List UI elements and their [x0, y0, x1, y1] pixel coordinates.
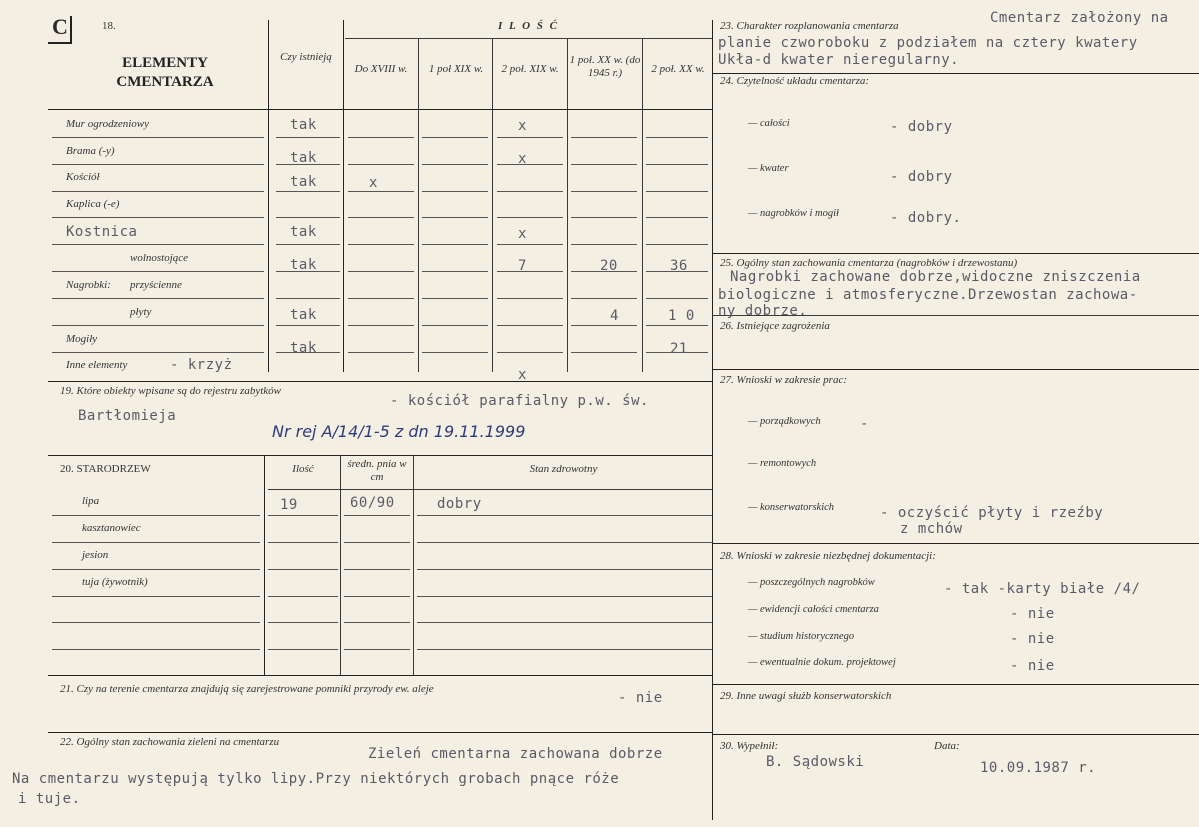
section-26-label: 26. Istniejące zagrożenia [720, 320, 830, 332]
row-divider [422, 244, 488, 245]
tree-row-divider [268, 622, 338, 623]
row-divider [348, 271, 414, 272]
wolnostojace-czy: tak [290, 257, 317, 273]
row-divider [422, 298, 488, 299]
col-header-2: 1 poł XIX w. [428, 63, 484, 75]
s28-label-projektowej: — ewentualnie dokum. projektowej [748, 657, 896, 668]
tree-row-divider [417, 542, 712, 543]
section-25-line-2: biologiczne i atmosferyczne.Drzewostan zachowa- [718, 287, 1138, 303]
tree-row-divider [417, 515, 712, 516]
s27-label-konserwatorskich: — konserwatorskich [748, 502, 835, 513]
section-29-label: 29. Inne uwagi służb konserwatorskich [720, 690, 892, 702]
row-divider [422, 352, 488, 353]
s24-label-nagrobkow: — nagrobków i mogił [748, 208, 839, 219]
section-23-line-1: Cmentarz założony na [990, 10, 1169, 26]
row-divider [571, 164, 637, 165]
row-divider [571, 352, 637, 353]
row-divider [52, 352, 264, 353]
mogily-2pol20: 21 [670, 341, 688, 357]
inne-2pol19: x [518, 367, 527, 383]
row-label-wolnostojace: wolnostojące [130, 252, 189, 264]
section-20-ilosc: Ilość [292, 463, 314, 475]
row-divider [497, 271, 563, 272]
row-divider [52, 325, 264, 326]
section-30-name: B. Sądowski [766, 754, 865, 770]
row-divider [646, 325, 708, 326]
col-header-3: 2 poł. XIX w. [501, 63, 559, 75]
row-label-plyty: płyty [130, 306, 152, 318]
row-divider [497, 352, 563, 353]
tree-row-divider [52, 542, 260, 543]
title-line-1: ELEMENTY [122, 55, 208, 71]
row-divider [497, 164, 563, 165]
section-20-label: 20. STARODRZEW [60, 463, 151, 475]
s28-label-studium: — studium historycznego [748, 631, 855, 642]
section-25-line-1: Nagrobki zachowane dobrze,widoczne zniszczenia [730, 269, 1141, 285]
row-divider [348, 325, 414, 326]
tree-kasztanowiec: kasztanowiec [82, 522, 141, 534]
tree-row-divider [344, 515, 410, 516]
kosciol-czy: tak [290, 174, 317, 190]
row-divider [571, 137, 637, 138]
s24-label-kwater: — kwater [748, 163, 789, 174]
col-header-1: Do XVIII w. [354, 63, 408, 75]
row-divider [497, 325, 563, 326]
s28-value-studium: - nie [1010, 631, 1055, 647]
tree-row-divider [52, 622, 260, 623]
row-divider [52, 298, 264, 299]
row-divider [422, 271, 488, 272]
s27-value-porzadkowych: - [860, 416, 869, 432]
tree-lipa: lipa [82, 495, 100, 507]
row-label-mur: Mur ogrodzeniowy [66, 118, 150, 130]
section-23-line-3: Ukła-d kwater nieregularny. [718, 52, 960, 68]
tree-tuja: tuja (żywotnik) [82, 576, 148, 588]
section-27-label: 27. Wnioski w zakresie prac: [720, 374, 847, 386]
mur-2pol19: x [518, 118, 527, 134]
section-24-label: 24. Czytelność układu cmentarza: [720, 75, 870, 87]
mogily-czy: tak [290, 340, 317, 356]
row-divider [52, 164, 264, 165]
row-divider [646, 298, 708, 299]
brama-czy: tak [290, 150, 317, 166]
kostnica-czy: tak [290, 224, 317, 240]
tree-jesion: jesion [82, 549, 109, 561]
row-divider [497, 244, 563, 245]
section-21-label: 21. Czy na terenie cmentarza znajdują się zarejestrowane pomniki przyrody ew. aleje [60, 683, 434, 695]
title-line-2: CMENTARZA [116, 74, 214, 90]
row-label-kaplica: Kaplica (-e) [66, 198, 120, 210]
mur-czy: tak [290, 117, 317, 133]
section-22-line-1: Zieleń cmentarna zachowana dobrze [368, 746, 663, 762]
row-divider [276, 137, 340, 138]
card-letter: C [52, 14, 68, 39]
lipa-diameter: 60/90 [350, 495, 395, 511]
section-22-label: 22. Ogólny stan zachowania zieleni na cmentarzu [60, 736, 280, 748]
row-divider [422, 191, 488, 192]
row-divider [422, 217, 488, 218]
section-19-registry: Nr rej A/14/1-5 z dn 19.11.1999 [272, 422, 526, 441]
tree-row-divider [344, 622, 410, 623]
s28-value-ewidencji: - nie [1010, 606, 1055, 622]
col-header-4: 1 poł. XX w. (do 1945 r.) [569, 54, 641, 79]
kosciol-do18: x [369, 175, 378, 191]
row-label-kosciol: Kościół [66, 171, 100, 183]
tree-row-divider [52, 596, 260, 597]
wolnostojace-2pol19: 7 [518, 258, 527, 274]
section-19-line-2: Bartłomieja [78, 408, 177, 424]
tree-row-divider [344, 596, 410, 597]
row-divider [497, 217, 563, 218]
section-22-line-3: i tuje. [18, 791, 81, 807]
tree-row-divider [268, 569, 338, 570]
row-divider [276, 217, 340, 218]
s28-value-nagrobkow: - tak -karty białe /4/ [944, 581, 1141, 597]
s28-value-projektowej: - nie [1010, 658, 1055, 674]
row-divider [571, 244, 637, 245]
section-25-line-3: ny dobrze. [718, 303, 808, 319]
section-18-number: 18. [102, 20, 116, 32]
section-22-line-2: Na cmentarzu występują tylko lipy.Przy niektórych grobach pnące róże [12, 771, 620, 787]
s27-value-konserwatorskich: - oczyścić płyty i rzeźby [880, 505, 1104, 521]
czy-istnieja-header: Czy istnieją [280, 51, 332, 63]
plyty-czy: tak [290, 307, 317, 323]
row-divider [52, 137, 264, 138]
row-divider [646, 217, 708, 218]
section-30-label: 30. Wypełnił: [720, 740, 779, 752]
col-header-5: 2 poł. XX w. [651, 63, 705, 75]
row-label-kostnica: Kostnica [66, 224, 138, 240]
s28-label-nagrobkow: — poszczególnych nagrobków [748, 577, 875, 588]
s27-label-porzadkowych: — porządkowych [748, 416, 821, 427]
section-20-stan: Stan zdrowotny [529, 463, 598, 475]
wolnostojace-1pol20: 20 [600, 258, 618, 274]
section-25-label: 25. Ogólny stan zachowania cmentarza (nagrobków i drzewostanu) [720, 257, 1018, 269]
row-divider [571, 217, 637, 218]
section-23-line-2: planie czworoboku z podziałem na cztery kwatery [718, 35, 1138, 51]
s24-value-calosci: - dobry [890, 119, 953, 135]
row-divider [646, 137, 708, 138]
section-23-label: 23. Charakter rozplanowania cmentarza [720, 20, 899, 32]
tree-row-divider [417, 569, 712, 570]
tree-row-divider [268, 542, 338, 543]
section-28-label: 28. Wnioski w zakresie niezbędnej dokumentacji: [720, 550, 936, 562]
row-divider [276, 244, 340, 245]
tree-row-divider [268, 515, 338, 516]
row-label-inne: Inne elementy [66, 359, 128, 371]
row-divider [348, 191, 414, 192]
tree-row-divider [268, 596, 338, 597]
row-divider [422, 137, 488, 138]
plyty-1pol20: 4 [610, 308, 619, 324]
brama-2pol19: x [518, 151, 527, 167]
tree-row-divider [268, 649, 338, 650]
tree-row-divider [417, 622, 712, 623]
row-divider [348, 217, 414, 218]
tree-row-divider [52, 649, 260, 650]
row-divider [276, 325, 340, 326]
row-divider [348, 298, 414, 299]
row-divider [52, 217, 264, 218]
row-divider [646, 164, 708, 165]
row-divider [348, 137, 414, 138]
row-divider [571, 298, 637, 299]
plyty-2pol20: 1 0 [668, 308, 695, 324]
row-label-brama: Brama (-y) [66, 145, 115, 157]
inne-elementy-value: - krzyż [170, 357, 233, 373]
section-19-line-1: - kościół parafialny p.w. św. [390, 393, 649, 409]
kostnica-2pol19: x [518, 226, 527, 242]
s28-label-ewidencji: — ewidencji całości cmentarza [748, 604, 879, 615]
row-divider [497, 191, 563, 192]
tree-row-divider [344, 569, 410, 570]
lipa-count: 19 [280, 497, 298, 513]
lipa-state: dobry [437, 496, 482, 512]
row-divider [497, 137, 563, 138]
s24-label-calosci: — całości [748, 118, 790, 129]
s24-value-kwater: - dobry [890, 169, 953, 185]
section-19-label: 19. Które obiekty wpisane są do rejestru zabytków [60, 385, 281, 397]
tree-row-divider [417, 649, 712, 650]
wolnostojace-2pol20: 36 [670, 258, 688, 274]
section-30-date: 10.09.1987 r. [980, 760, 1097, 776]
row-divider [52, 244, 264, 245]
ilosc-header: I L O Ś Ć [498, 20, 559, 32]
tree-row-divider [344, 542, 410, 543]
row-label-przyscienne: przyścienne [130, 279, 182, 291]
row-divider [497, 298, 563, 299]
tree-row-divider [344, 649, 410, 650]
row-divider [422, 325, 488, 326]
tree-row-divider [417, 596, 712, 597]
nagrobki-label: Nagrobki: [66, 279, 111, 291]
row-divider [276, 298, 340, 299]
row-divider [52, 191, 264, 192]
row-divider [348, 244, 414, 245]
section-20-srednica: średn. pnia w cm [347, 458, 407, 483]
tree-row-divider [52, 515, 260, 516]
row-divider [348, 164, 414, 165]
s27-value-cont: z mchów [900, 521, 963, 537]
row-divider [646, 191, 708, 192]
row-divider [571, 325, 637, 326]
row-divider [348, 352, 414, 353]
s27-label-remontowych: — remontowych [748, 458, 817, 469]
elements-title [90, 54, 240, 92]
row-divider [422, 164, 488, 165]
section-21-value: - nie [618, 690, 663, 706]
row-divider [276, 191, 340, 192]
row-label-mogily: Mogiły [66, 333, 98, 345]
row-divider [52, 271, 264, 272]
section-30-date-label: Data: [934, 740, 960, 752]
s24-value-nagrobkow: - dobry. [890, 210, 962, 226]
tree-row-divider [52, 569, 260, 570]
row-divider [646, 244, 708, 245]
row-divider [571, 191, 637, 192]
